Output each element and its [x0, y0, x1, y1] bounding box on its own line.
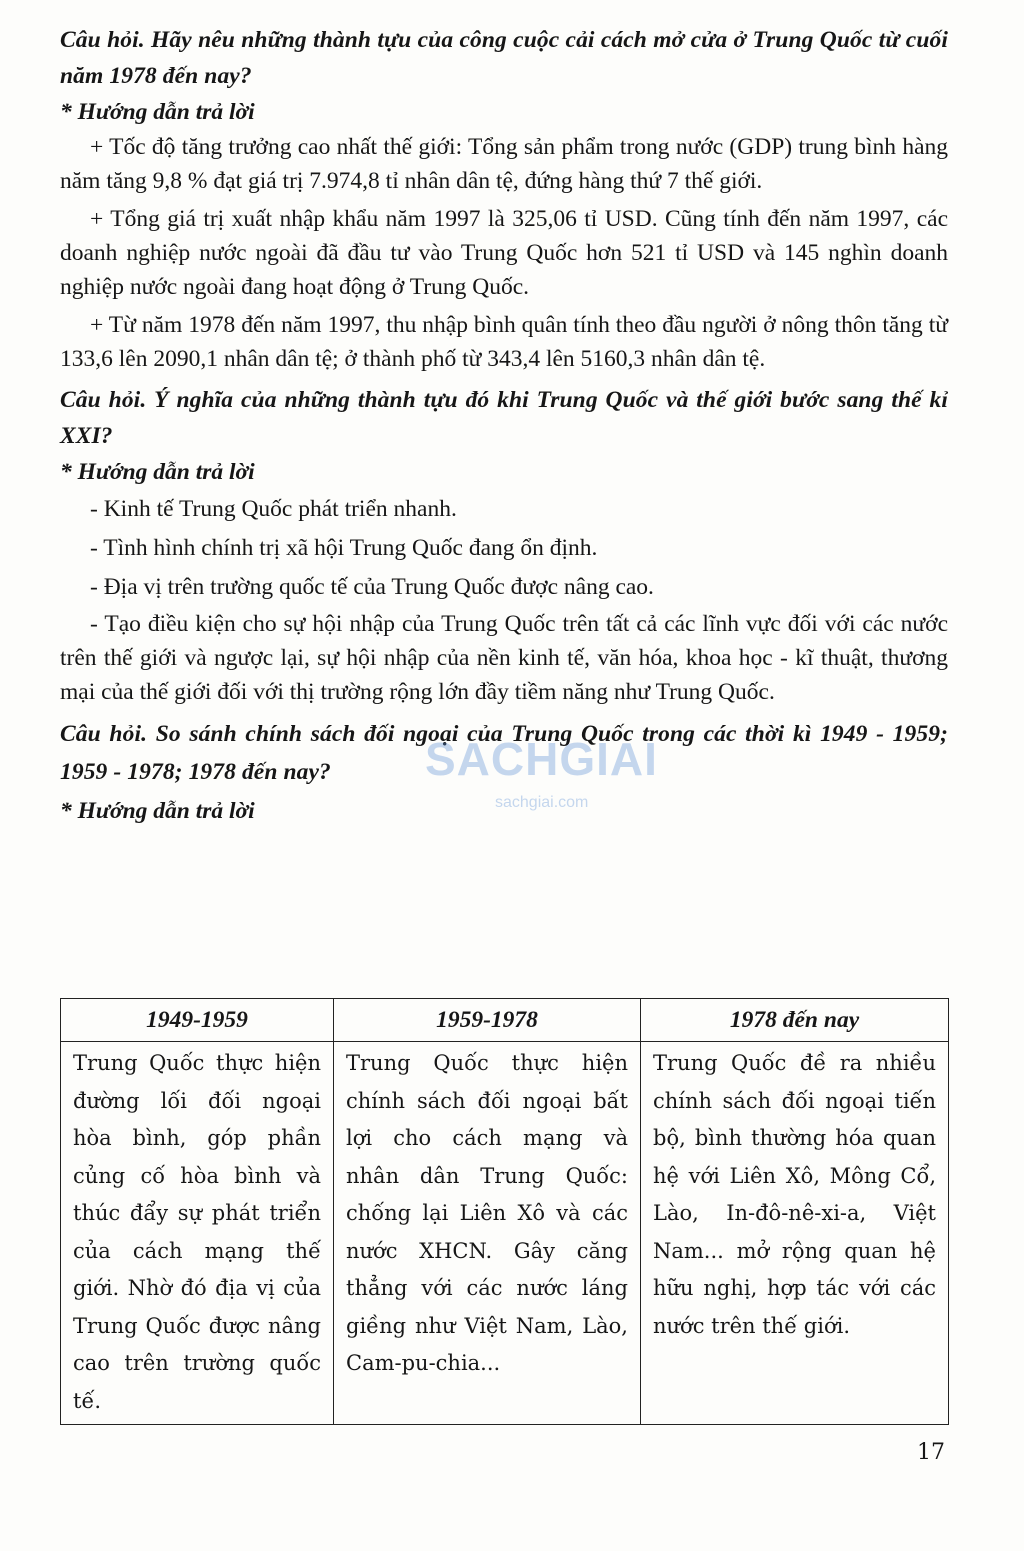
- question-heading: Câu hỏi. So sánh chính sách đối ngoại của Trung Quốc trong các thời kì 1949 - 1959; 1959 - 1978; 1978 đến nay?: [60, 721, 948, 785]
- table-row: [61, 1042, 949, 1425]
- table-header-row: [61, 999, 949, 1042]
- table-header-cell: 1959-1978: [334, 999, 641, 1042]
- question-heading: Câu hỏi. Ý nghĩa của những thành tựu đó khi Trung Quốc và thế giới bước sang thế kỉ XXI?: [60, 387, 948, 449]
- table-cell: Trung Quốc đề ra nhiều chính sách đối ngoại tiến bộ, bình thường hóa quan hệ với Liên Xô, Mông Cổ, Lào, In-đô-nê-xi-a, Việt Nam... mở rộng quan hệ hữu nghị, hợp tác với các nước trên thế giới.: [641, 1042, 949, 1425]
- answer-bullet: - Tạo điều kiện cho sự hội nhập của Trung Quốc trên tất cả các lĩnh vực đối với các nước trên thế giới và ngược lại, sự hội nhập của nền kinh tế, văn hóa, khoa học - kĩ thuật, thương mại của thế giới đối với thị trường rộng lớn đầy tiềm năng như Trung Quốc.: [60, 611, 948, 705]
- watermark-subtext: sachgiai.com: [495, 794, 589, 811]
- foreign-policy-comparison-table: [60, 998, 949, 1425]
- answer-bullet: - Kinh tế Trung Quốc phát triển nhanh.: [90, 496, 457, 522]
- answer-guide-label: * Hướng dẫn trả lời: [60, 99, 255, 125]
- answer-bullet: - Địa vị trên trường quốc tế của Trung Quốc được nâng cao.: [90, 574, 654, 600]
- document-page: [60, 22, 948, 831]
- table-cell: Trung Quốc thực hiện chính sách đối ngoại bất lợi cho cách mạng và nhân dân Trung Quốc: chống lại Liên Xô và các nước XHCN. Gây căng thẳng với các nước láng giềng như Việt Nam, Lào, Cam-pu-chia...: [334, 1042, 641, 1425]
- page-number: 17: [917, 1440, 945, 1465]
- answer-guide-label: * Hướng dẫn trả lời: [60, 798, 255, 824]
- answer-paragraph: + Tốc độ tăng trưởng cao nhất thế giới: Tổng sản phẩm trong nước (GDP) trung bình hàng năm tăng 9,8 % đạt giá trị 7.974,8 tỉ nhân dân tệ, đứng hàng thứ 7 thế giới.: [60, 134, 948, 194]
- table-header-cell: 1978 đến nay: [641, 999, 949, 1042]
- table-header-cell: 1949-1959: [61, 999, 334, 1042]
- answer-paragraph: + Từ năm 1978 đến năm 1997, thu nhập bình quân tính theo đầu người ở nông thôn tăng từ 133,6 lên 2090,1 nhân dân tệ; ở thành phố từ 343,4 lên 5160,3 nhân dân tệ.: [60, 312, 948, 372]
- answer-guide-label: * Hướng dẫn trả lời: [60, 459, 255, 485]
- answer-bullet: - Tình hình chính trị xã hội Trung Quốc đang ổn định.: [90, 535, 598, 561]
- watermark-text: SACHGIAI: [425, 733, 658, 785]
- table-cell: Trung Quốc thực hiện đường lối đối ngoại hòa bình, góp phần củng cố hòa bình và thúc đẩy sự phát triển của cách mạng thế giới. Nhờ đó địa vị của Trung Quốc được nâng cao trên trường quốc tế.: [61, 1042, 334, 1425]
- answer-paragraph: + Tổng giá trị xuất nhập khẩu năm 1997 là 325,06 tỉ USD. Cũng tính đến năm 1997, các doanh nghiệp nước ngoài đã đầu tư vào Trung Quốc hơn 521 tỉ USD và 145 nghìn doanh nghiệp nước ngoài đang hoạt động ở Trung Quốc.: [60, 206, 948, 300]
- question-heading: Câu hỏi. Hãy nêu những thành tựu của công cuộc cải cách mở cửa ở Trung Quốc từ cuối năm 1978 đến nay?: [60, 27, 948, 89]
